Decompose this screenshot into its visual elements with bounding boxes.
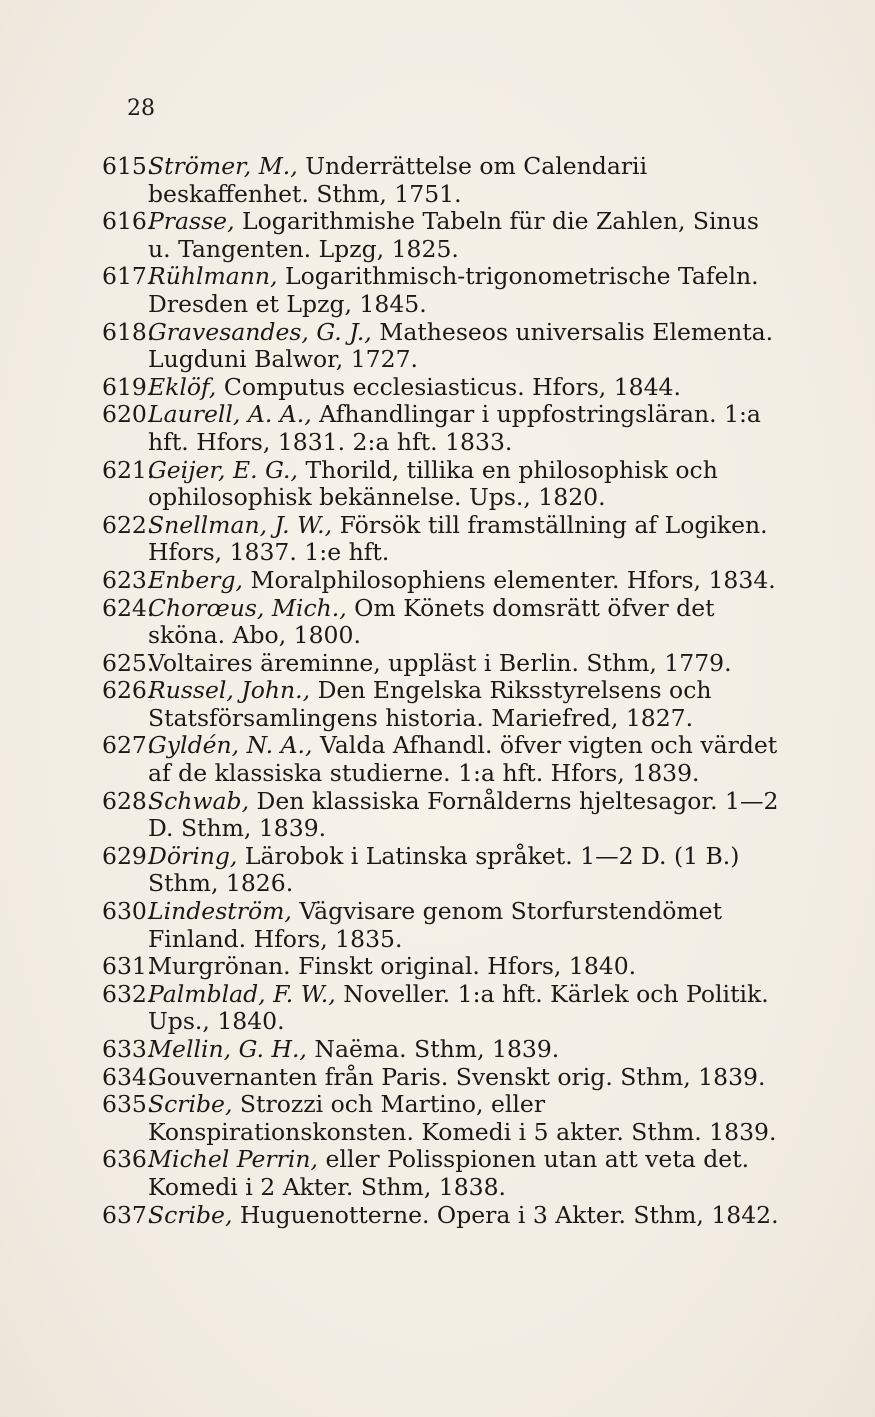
catalog-entry — [102, 374, 782, 402]
entry-text: Huguenotterne. Opera i 3 Akter. Sthm, 1842. — [239, 1200, 779, 1229]
entry-number: 625. — [102, 648, 155, 677]
catalog-entry — [102, 567, 782, 595]
entry-text: Murgrönan. Finskt original. Hfors, 1840. — [148, 952, 637, 981]
entry-number: 634. — [102, 1062, 155, 1091]
catalog-entry — [102, 1202, 782, 1230]
entry-text: Afhandlingar i uppfostringsläran. 1:a hft. Hfors, 1831. 2:a hft. 1833. — [148, 400, 761, 456]
catalog-entry — [102, 981, 782, 1036]
entry-text: eller Polisspionen utan att veta det. Komedi i 2 Akter. Sthm, 1838. — [148, 1145, 750, 1201]
entry-author: Chorœus, Mich., — [148, 593, 347, 622]
entry-number: 618. — [102, 317, 155, 346]
catalog-entry — [102, 512, 782, 567]
entry-number: 626. — [102, 676, 155, 705]
entry-text: Försök till framställning af Logiken. Hfors, 1837. 1:e hft. — [148, 510, 768, 567]
entry-author: Russel, John., — [148, 676, 311, 705]
entry-number: 632. — [102, 979, 155, 1008]
catalog-entry — [102, 1146, 782, 1201]
catalog-entry — [102, 319, 782, 374]
entry-author: Döring, — [148, 841, 238, 870]
entry-author: Prasse, — [148, 207, 235, 236]
entry-author: Geijer, E. G., — [148, 455, 298, 484]
entry-author: Eklöf, — [148, 372, 217, 401]
entry-author: Mellin, G. H., — [148, 1035, 307, 1063]
catalog-entry-list — [102, 153, 782, 1229]
entry-text: Naëma. Sthm, 1839. — [314, 1035, 560, 1063]
entry-number: 622. — [102, 510, 155, 539]
entry-number: 615. — [102, 152, 155, 180]
entry-text: Valda Afhandl. öfver vigten och värdet af de klassiska studierne. 1:a hft. Hfors, 1839. — [148, 731, 778, 788]
entry-number: 628. — [102, 786, 155, 815]
entry-text: Noveller. 1:a hft. Kärlek och Politik. Ups., 1840. — [148, 979, 769, 1036]
entry-text: Thorild, tillika en philosophisk och ophilosophisk bekännelse. Ups., 1820. — [148, 455, 718, 512]
entry-number: 633. — [102, 1035, 155, 1063]
catalog-entry — [102, 898, 782, 953]
catalog-entry — [102, 788, 782, 843]
entry-number: 627. — [102, 731, 155, 760]
catalog-entry — [102, 677, 782, 732]
entry-text: Moralphilosophiens elementer. Hfors, 1834. — [250, 565, 776, 594]
entry-number: 623. — [102, 565, 155, 594]
entry-author: Laurell, A. A., — [148, 400, 312, 429]
entry-author: Gravesandes, G. J., — [148, 317, 372, 346]
catalog-entry — [102, 953, 782, 981]
entry-author: Palmblad, F. W., — [148, 979, 336, 1008]
catalog-entry — [102, 843, 782, 898]
entry-number: 631. — [102, 952, 155, 981]
entry-text: Gouvernanten från Paris. Svenskt orig. Sthm, 1839. — [148, 1062, 766, 1091]
entry-text: Den klassiska Fornålderns hjeltesagor. 1—2 D. Sthm, 1839. — [148, 786, 779, 843]
entry-author: Schwab, — [148, 786, 250, 815]
entry-author: Gyldén, N. A., — [148, 731, 313, 760]
catalog-entry — [102, 208, 782, 263]
entry-number: 616. — [102, 207, 155, 236]
entry-number: 636. — [102, 1145, 155, 1174]
entry-author: Michel Perrin, — [148, 1145, 319, 1174]
catalog-entry — [102, 457, 782, 512]
catalog-entry — [102, 732, 782, 787]
entry-author: Snellman, J. W., — [148, 510, 333, 539]
entry-author: Enberg, — [148, 565, 243, 594]
entry-author: Scribe, — [148, 1090, 233, 1119]
entry-number: 624. — [102, 593, 155, 622]
catalog-entry — [102, 401, 782, 456]
entry-text: Voltaires äreminne, uppläst i Berlin. Sthm, 1779. — [148, 648, 732, 677]
entry-text: Om Könets domsrätt öfver det sköna. Abo, 1800. — [148, 593, 715, 650]
catalog-entry — [102, 650, 782, 678]
entry-number: 620. — [102, 400, 155, 429]
entry-author: Strömer, M., — [148, 152, 298, 180]
entry-text: Logarithmisch-trigonometrische Tafeln. Dresden et Lpzg, 1845. — [148, 262, 759, 318]
entry-number: 629. — [102, 841, 155, 870]
catalog-entry — [102, 595, 782, 650]
entry-text: Computus ecclesiasticus. Hfors, 1844. — [223, 372, 681, 401]
page-number: 28 — [127, 96, 155, 121]
catalog-entry — [102, 1036, 782, 1064]
entry-text: Matheseos universalis Elementa. Lugduni Balwor, 1727. — [148, 317, 774, 374]
entry-text: Lärobok i Latinska språket. 1—2 D. (1 B.) Sthm, 1826. — [148, 841, 740, 898]
entry-text: Den Engelska Riksstyrelsens och Statsförsamlingens historia. Mariefred, 1827. — [148, 676, 712, 732]
entry-number: 635. — [102, 1090, 155, 1119]
entry-author: Scribe, — [148, 1200, 233, 1229]
catalog-entry — [102, 1064, 782, 1092]
catalog-entry — [102, 1091, 782, 1146]
entry-text: Underrättelse om Calendarii beskaffenhet. Sthm, 1751. — [148, 152, 648, 208]
catalog-entry — [102, 263, 782, 318]
catalog-entry — [102, 153, 782, 208]
entry-number: 619. — [102, 372, 155, 401]
entry-number: 617. — [102, 262, 155, 291]
entry-number: 637. — [102, 1200, 155, 1229]
entry-number: 621. — [102, 455, 155, 484]
entry-number: 630. — [102, 897, 155, 926]
entry-text: Vägvisare genom Storfurstendömet Finland. Hfors, 1835. — [148, 897, 723, 953]
entry-text: Strozzi och Martino, eller Konspirationskonsten. Komedi i 5 akter. Sthm. 1839. — [148, 1090, 777, 1146]
entry-author: Lindeström, — [148, 897, 292, 926]
entry-author: Rühlmann, — [148, 262, 278, 291]
entry-text: Logarithmishe Tabeln für die Zahlen, Sinus u. Tangenten. Lpzg, 1825. — [148, 207, 759, 263]
